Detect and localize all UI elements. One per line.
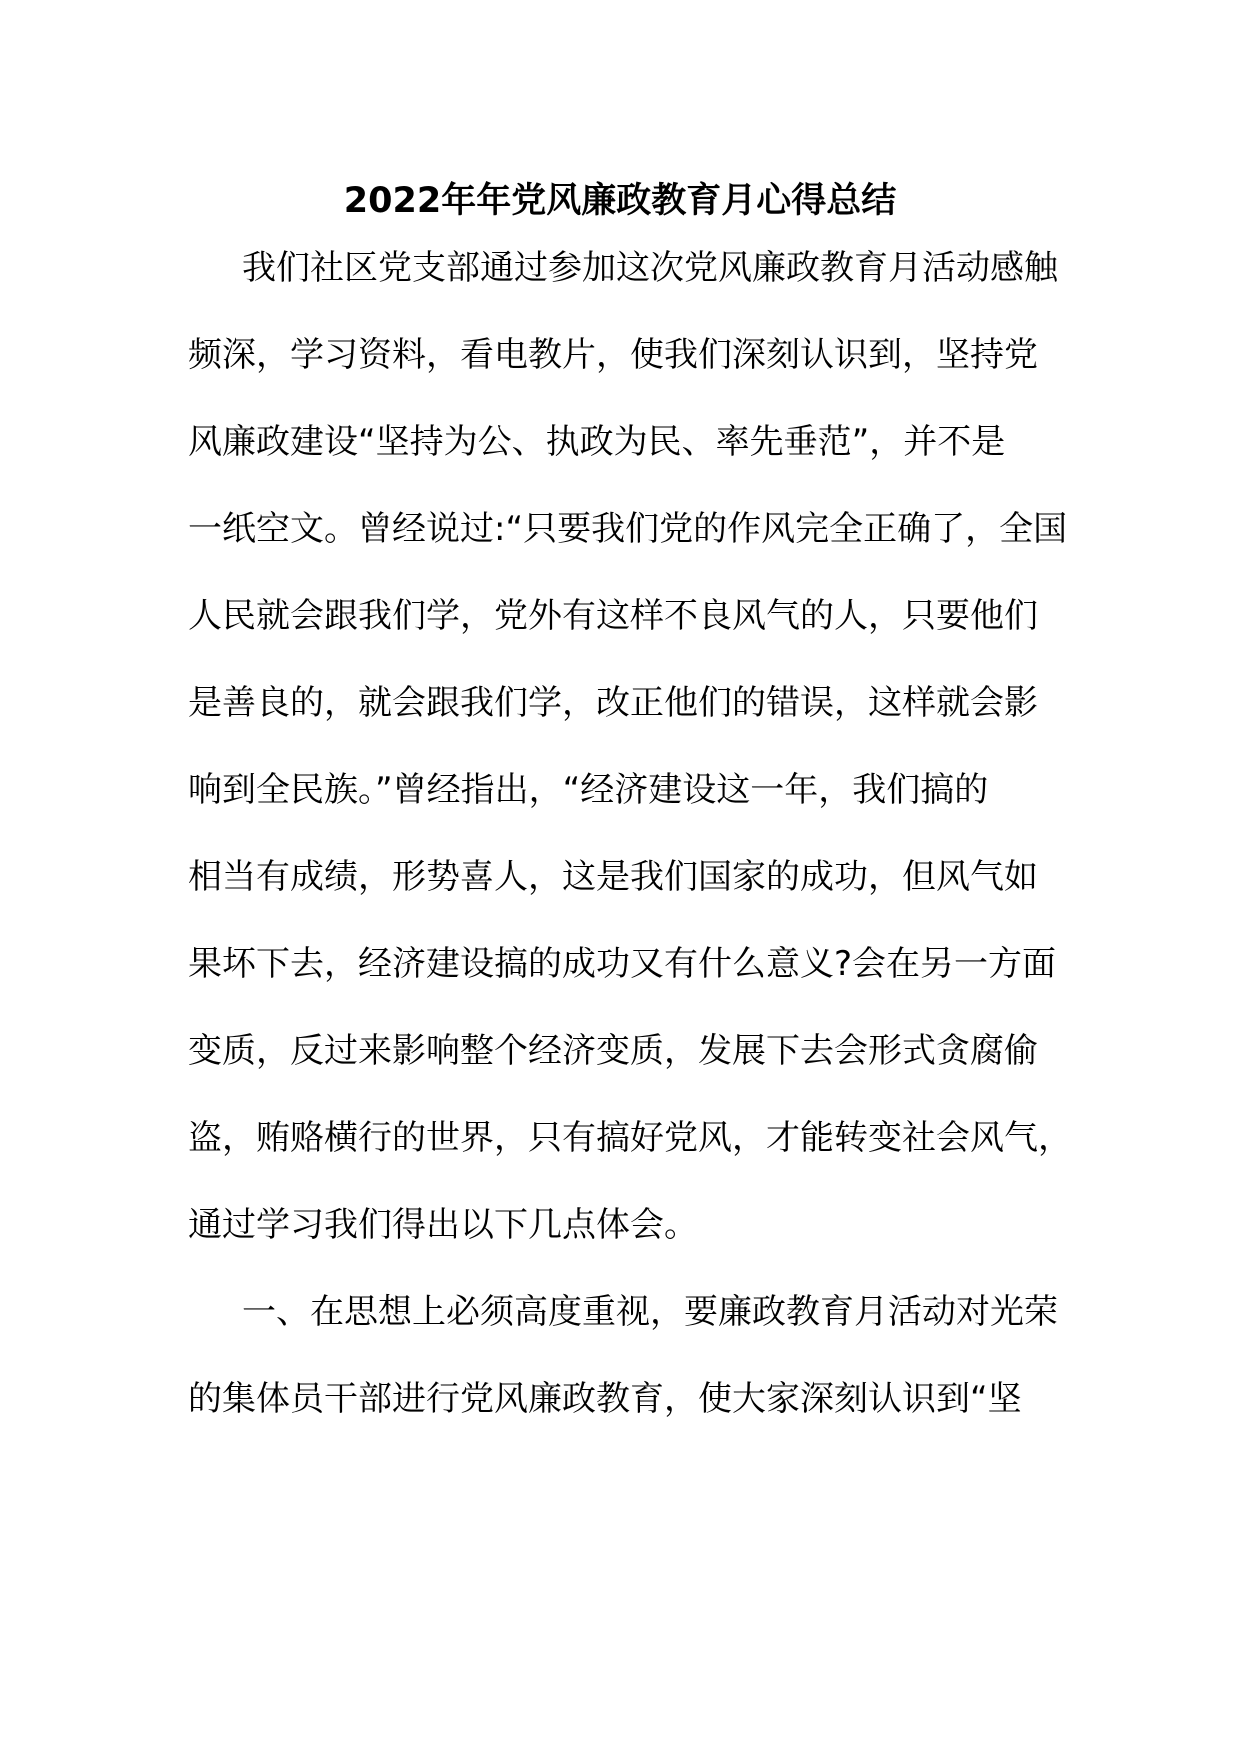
paragraph-1-line-8: 相当有成绩，形势喜人，这是我们国家的成功，但风气如 <box>188 857 1038 897</box>
paragraph-1-line-6: 是善良的，就会跟我们学，改正他们的错误，这样就会影 <box>188 683 1038 723</box>
paragraph-1-line-2: 频深，学习资料，看电教片，使我们深刻认识到，坚持党 <box>188 335 1038 375</box>
paragraph-1-line-9: 果坏下去，经济建设搞的成功又有什么意义?会在另一方面 <box>188 944 1057 984</box>
paragraph-1-line-4: 一纸空文。曾经说过:“只要我们党的作风完全正确了，全国 <box>188 509 1068 549</box>
paragraph-2-line-1: 一、在思想上必须高度重视，要廉政教育月活动对光荣 <box>242 1292 1058 1332</box>
paragraph-2-line-2: 的集体员干部进行党风廉政教育，使大家深刻认识到“坚 <box>188 1379 1022 1419</box>
document-title: 2022年年党风廉政教育月心得总结 <box>343 181 897 221</box>
paragraph-1-line-5: 人民就会跟我们学，党外有这样不良风气的人，只要他们 <box>188 596 1038 636</box>
paragraph-1-line-11: 盗，贿赂横行的世界，只有搞好党风，才能转变社会风气， <box>188 1118 1072 1158</box>
paragraph-1-line-7: 响到全民族。”曾经指出，“经济建设这一年，我们搞的 <box>188 770 989 810</box>
paragraph-1-line-12: 通过学习我们得出以下几点体会。 <box>188 1205 698 1245</box>
paragraph-1-line-3: 风廉政建设“坚持为公、执政为民、率先垂范”，并不是 <box>188 422 1006 462</box>
paragraph-1-line-1: 我们社区党支部通过参加这次党风廉政教育月活动感触 <box>242 248 1058 288</box>
paragraph-1-line-10: 变质，反过来影响整个经济变质，发展下去会形式贪腐偷 <box>188 1031 1038 1071</box>
